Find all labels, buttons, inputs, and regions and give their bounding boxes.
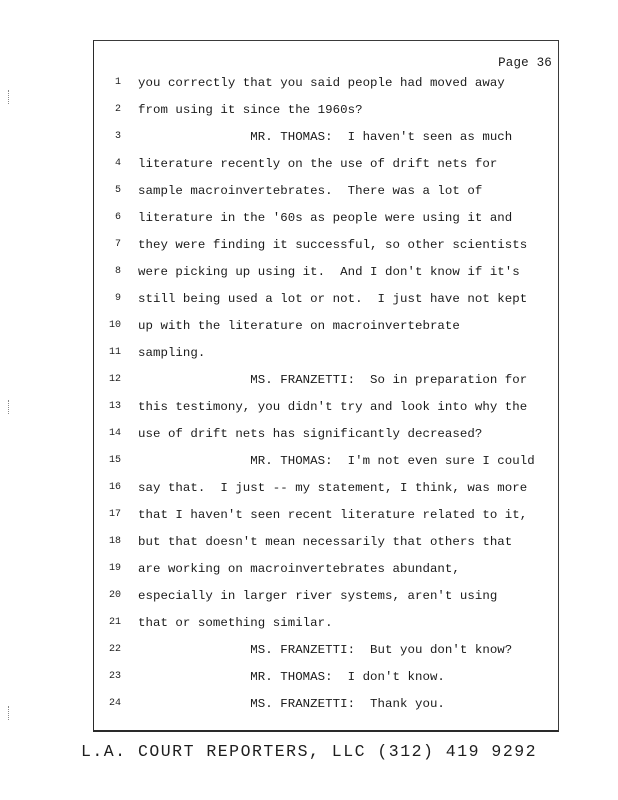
binding-mark: [8, 400, 17, 414]
line-number: 21: [108, 617, 121, 628]
line-text: still being used a lot or not. I just have not kept: [138, 292, 528, 306]
line-text: you correctly that you said people had moved away: [138, 76, 505, 90]
line-number: 1: [114, 77, 121, 88]
transcript-line: [93, 667, 559, 687]
line-number: 12: [108, 374, 121, 385]
page-number: Page 36: [498, 56, 552, 70]
line-text: MR. THOMAS: I don't know.: [138, 670, 445, 684]
transcript-line: [93, 289, 559, 309]
transcript-line: [93, 694, 559, 714]
transcript-line: [93, 343, 559, 363]
line-text: MR. THOMAS: I haven't seen as much: [138, 130, 513, 144]
line-number: 10: [108, 320, 121, 331]
transcript-line: [93, 370, 559, 390]
transcript-line: [93, 451, 559, 471]
line-text: that I haven't seen recent literature related to it,: [138, 508, 528, 522]
line-text: but that doesn't mean necessarily that others that: [138, 535, 513, 549]
transcript-line: [93, 478, 559, 498]
line-number: 2: [114, 104, 121, 115]
line-number: 18: [108, 536, 121, 547]
line-number: 11: [108, 347, 121, 358]
line-text: literature recently on the use of drift nets for: [138, 157, 498, 171]
line-number: 7: [114, 239, 121, 250]
line-text: were picking up using it. And I don't know if it's: [138, 265, 520, 279]
transcript-line: [93, 154, 559, 174]
transcript-line: [93, 505, 559, 525]
line-text: MS. FRANZETTI: Thank you.: [138, 697, 445, 711]
transcript-line: [93, 316, 559, 336]
line-text: sampling.: [138, 346, 206, 360]
line-number: 23: [108, 671, 121, 682]
line-number: 22: [108, 644, 121, 655]
line-number: 14: [108, 428, 121, 439]
transcript-line: [93, 586, 559, 606]
line-number: 4: [114, 158, 121, 169]
line-text: sample macroinvertebrates. There was a lot of: [138, 184, 483, 198]
line-text: that or something similar.: [138, 616, 333, 630]
line-text: literature in the '60s as people were using it and: [138, 211, 513, 225]
transcript-line: [93, 559, 559, 579]
transcript-line: [93, 181, 559, 201]
line-text: MS. FRANZETTI: So in preparation for: [138, 373, 528, 387]
line-text: from using it since the 1960s?: [138, 103, 363, 117]
line-number: 9: [114, 293, 121, 304]
transcript-line: [93, 208, 559, 228]
line-number: 19: [108, 563, 121, 574]
transcript-line: [93, 613, 559, 633]
line-text: use of drift nets has significantly decreased?: [138, 427, 483, 441]
line-text: this testimony, you didn't try and look into why the: [138, 400, 528, 414]
transcript-line: [93, 640, 559, 660]
transcript-line: [93, 235, 559, 255]
line-text: they were finding it successful, so other scientists: [138, 238, 528, 252]
transcript-line: [93, 73, 559, 93]
line-number: 3: [114, 131, 121, 142]
transcript-line: [93, 127, 559, 147]
line-number: 15: [108, 455, 121, 466]
line-number: 13: [108, 401, 121, 412]
transcript-line: [93, 397, 559, 417]
line-number: 6: [114, 212, 121, 223]
reporter-footer: L.A. COURT REPORTERS, LLC (312) 419 9292: [80, 742, 538, 761]
line-number: 17: [108, 509, 121, 520]
binding-mark: [8, 706, 17, 720]
line-text: up with the literature on macroinvertebrate: [138, 319, 460, 333]
transcript-line: [93, 100, 559, 120]
transcript-line: [93, 532, 559, 552]
transcript-line: [93, 262, 559, 282]
transcript-line: [93, 424, 559, 444]
binding-mark: [8, 90, 17, 104]
line-number: 16: [108, 482, 121, 493]
line-text: say that. I just -- my statement, I think, was more: [138, 481, 528, 495]
line-number: 24: [108, 698, 121, 709]
line-text: especially in larger river systems, aren't using: [138, 589, 498, 603]
line-number: 8: [114, 266, 121, 277]
line-text: are working on macroinvertebrates abundant,: [138, 562, 460, 576]
line-text: MR. THOMAS: I'm not even sure I could: [138, 454, 535, 468]
line-number: 20: [108, 590, 121, 601]
line-text: MS. FRANZETTI: But you don't know?: [138, 643, 513, 657]
line-number: 5: [114, 185, 121, 196]
